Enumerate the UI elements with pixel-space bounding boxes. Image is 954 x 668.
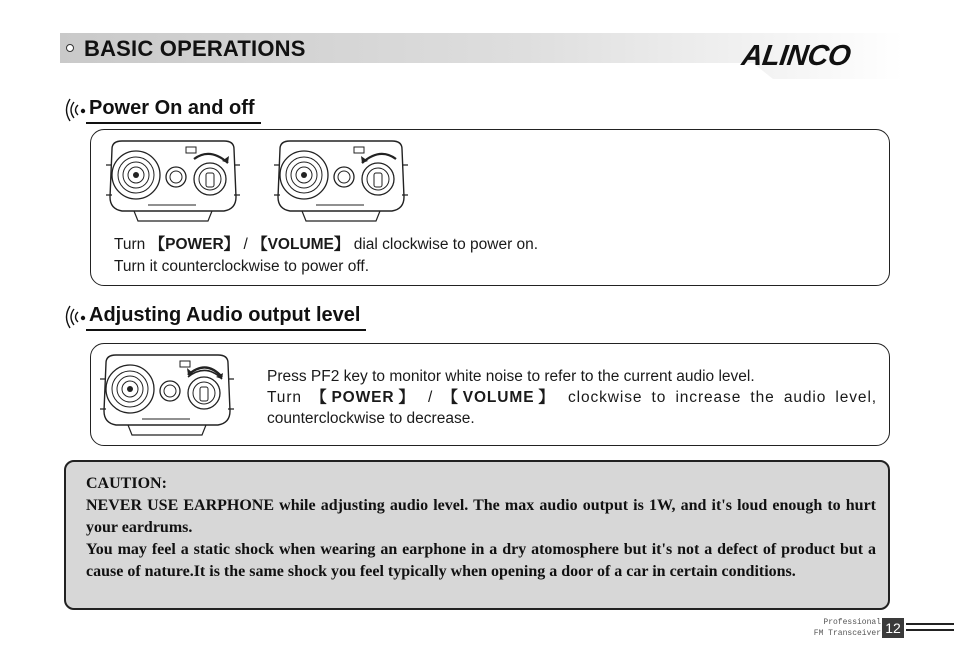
section-title: Power On and off <box>86 97 261 124</box>
audio-monitor-instruction: Press PF2 key to monitor white noise to refer to the current audio level. <box>267 368 755 385</box>
power-key-label: 【POWER】 <box>149 236 240 253</box>
brand-logo: ALINCO <box>739 40 853 72</box>
section-heading-power <box>62 96 261 124</box>
section-heading-audio <box>62 303 366 331</box>
footer-product-label: Professional FM Transceiver <box>813 618 881 638</box>
caution-heading: CAUTION: <box>86 475 167 492</box>
caution-paragraph-1: NEVER USE EARPHONE while adjusting audio level. The max audio output is 1W, and it's loud enough to hurt your eardrums. <box>86 497 876 536</box>
caution-paragraph-2: You may feel a static shock when wearing an earphone in a dry atomosphere but it's not a defect of product but a cause of nature.It is the same shock you feel typically when opening a door of a car in certain conditions. <box>86 541 876 580</box>
bullet-icon <box>66 44 74 52</box>
audio-increase-instruction: Turn 【POWER】 / 【VOLUME】 clockwise to increase the audio level, <box>267 389 877 406</box>
page-title: BASIC OPERATIONS <box>84 36 306 61</box>
radio-top-counterclockwise-icon <box>272 135 410 225</box>
caution-box <box>64 460 890 610</box>
power-off-instruction: Turn it counterclockwise to power off. <box>114 258 370 275</box>
section-title: Adjusting Audio output level <box>86 304 366 331</box>
radio-top-volume-icon <box>98 348 236 440</box>
power-on-instruction: Turn 【POWER】 / 【VOLUME】 dial clockwise to power on. <box>114 236 539 253</box>
power-key-label: 【POWER】 <box>311 389 419 406</box>
radio-top-clockwise-icon <box>104 135 242 225</box>
sound-waves-icon <box>62 96 86 124</box>
volume-key-label: 【VOLUME】 <box>252 236 350 253</box>
sound-waves-icon <box>62 303 86 331</box>
page-number: 12 <box>882 618 904 638</box>
footer-rule <box>906 623 954 631</box>
volume-key-label: 【VOLUME】 <box>442 389 559 406</box>
audio-decrease-instruction: counterclockwise to decrease. <box>267 410 475 427</box>
